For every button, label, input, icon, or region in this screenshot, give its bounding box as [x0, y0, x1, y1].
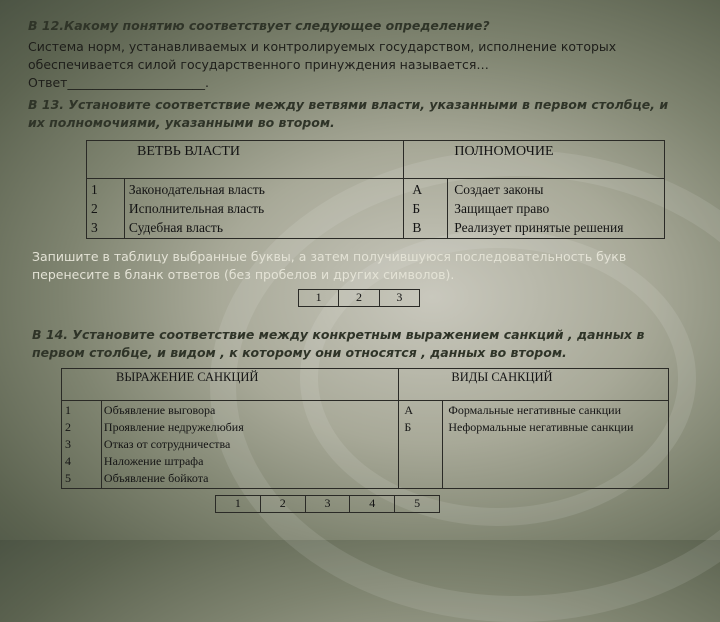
- q13-row-desc: Создает законы: [454, 182, 544, 197]
- q13-instruction-line-1: Запишите в таблицу выбранные буквы, а затем получившуюся последовательность букв: [32, 249, 627, 264]
- q14-header-left: ВЫРАЖЕНИЕ САНКЦИЙ: [62, 369, 399, 401]
- q14-row-item: Объявление бойкота: [103, 471, 209, 485]
- q13-row-item: Судебная власть: [128, 220, 223, 235]
- q14-answer-cell[interactable]: 4: [350, 496, 395, 513]
- q13-answer-cell[interactable]: 1: [299, 290, 339, 307]
- q14-row-num: 1: [65, 403, 71, 417]
- q13-row-num: 3: [91, 220, 98, 235]
- q14-title-line-1: В 14. Установите соответствие между конкретным выражением санкций , данных в: [32, 327, 645, 342]
- q14-row-item: Отказ от сотрудничества: [103, 437, 231, 451]
- q13-header-right: ПОЛНОМОЧИЕ: [404, 141, 665, 179]
- q14-row-item: Объявление выговора: [103, 403, 216, 417]
- q13-row-num: 2: [91, 201, 98, 216]
- q14-row-desc: Неформальные негативные санкции: [448, 420, 634, 434]
- q14-row-desc: Формальные негативные санкции: [448, 403, 622, 417]
- q13-answer-table: [298, 289, 420, 307]
- q14-letter-column: [399, 401, 443, 489]
- q13-num-column: [87, 179, 125, 239]
- q14-row-num: 4: [65, 454, 71, 468]
- q14-row-num: 2: [65, 420, 71, 434]
- q14-answer-table: [215, 495, 440, 513]
- q12-line-2: обеспечивается силой государственного принуждения называется…: [28, 57, 489, 72]
- q13-header-left: ВЕТВЬ ВЛАСТИ: [87, 141, 404, 179]
- q14-header-right: ВИДЫ САНКЦИЙ: [399, 369, 669, 401]
- q13-row-letter: А: [412, 182, 423, 197]
- q14-answer-cell[interactable]: 2: [260, 496, 305, 513]
- q13-row-desc: Защищает право: [454, 201, 550, 216]
- q13-answer-cell[interactable]: 3: [379, 290, 419, 307]
- q14-row-letter: Б: [404, 420, 412, 434]
- q13-title-line-1: В 13. Установите соответствие между ветвями власти, указанными в первом столбце, и: [28, 97, 669, 112]
- q13-desc-column: [448, 179, 665, 239]
- q13-row-letter: В: [412, 220, 422, 235]
- q14-answer-cell[interactable]: 5: [395, 496, 440, 513]
- q13-row-item: Законодательная власть: [128, 182, 265, 197]
- q12-answer[interactable]: Ответ______________________.: [28, 75, 209, 90]
- q14-num-column: [62, 401, 102, 489]
- q14-row-item: Проявление недружелюбия: [103, 420, 244, 434]
- q13-row-num: 1: [91, 182, 98, 197]
- q13-answer-cell[interactable]: 2: [339, 290, 379, 307]
- q14-answer-cell[interactable]: 1: [216, 496, 261, 513]
- q12-title: В 12.Какому понятию соответствует следующее определение?: [28, 18, 490, 33]
- q13-row-letter: Б: [412, 201, 421, 216]
- q14-row-letter: А: [404, 403, 414, 417]
- q14-table: [61, 368, 669, 489]
- q14-item-column: [101, 401, 399, 489]
- q13-title-line-2: их полномочиями, указанными во втором.: [28, 115, 335, 130]
- q14-row-item: Наложение штрафа: [103, 454, 204, 468]
- q12-line-1: Система норм, устанавливаемых и контролируемых государством, исполнение которых: [28, 39, 617, 54]
- q13-instruction-line-2: перенесите в бланк ответов (без пробелов и других символов).: [32, 267, 455, 282]
- q14-row-num: 3: [65, 437, 71, 451]
- q14-answer-cell[interactable]: 3: [305, 496, 350, 513]
- q14-desc-column: [443, 401, 669, 489]
- q14-title-line-2: первом столбце, и видом , к которому они относятся , данных во втором.: [32, 345, 567, 360]
- q13-row-item: Исполнительная власть: [128, 201, 265, 216]
- q13-letter-column: [404, 179, 448, 239]
- q14-row-num: 5: [65, 471, 71, 485]
- q13-item-column: [124, 179, 403, 239]
- q13-table: [86, 140, 665, 239]
- q13-row-desc: Реализует принятые решения: [454, 220, 624, 235]
